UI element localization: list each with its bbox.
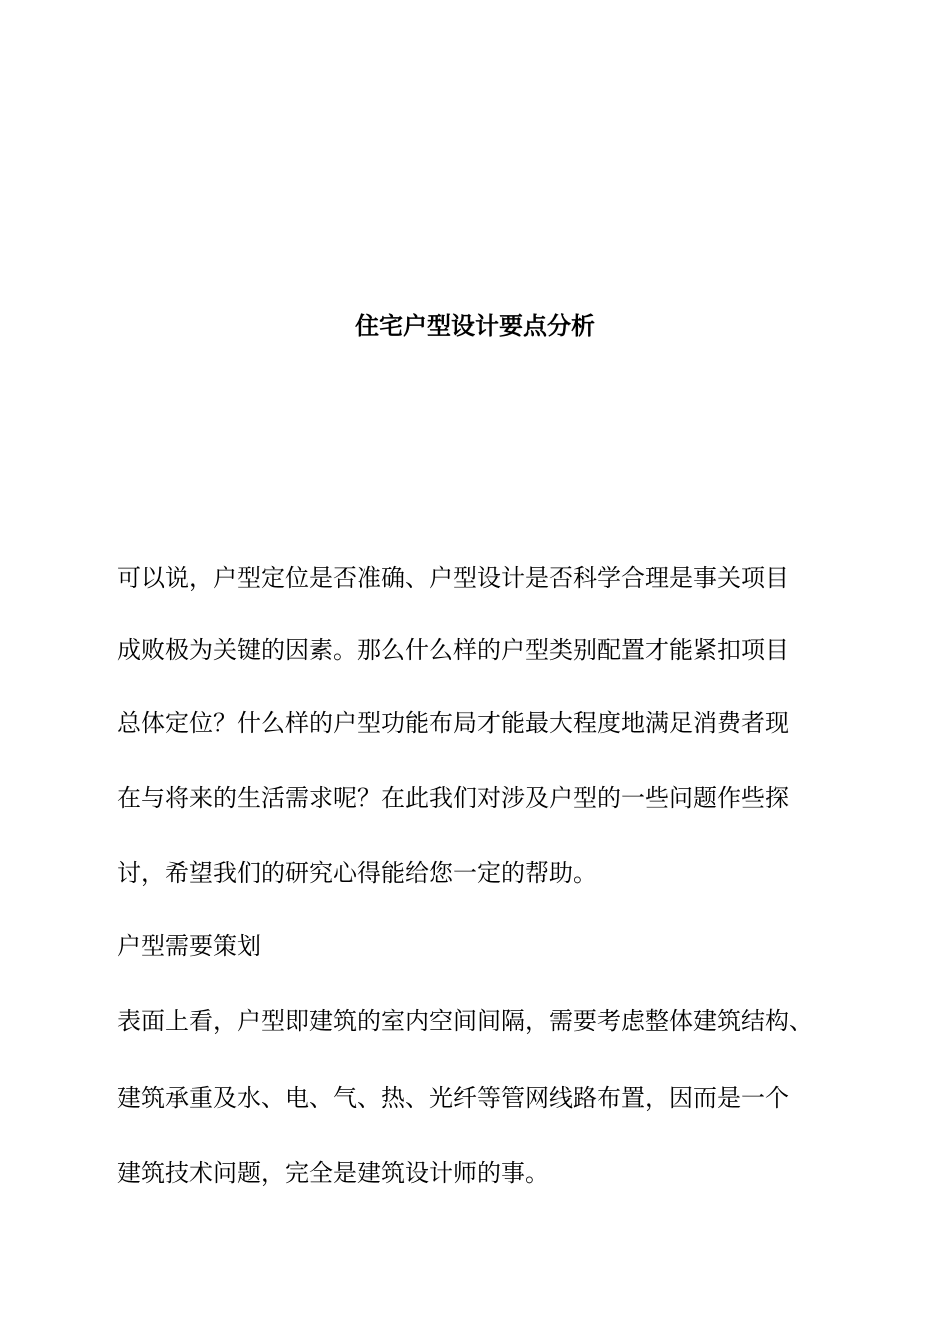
paragraph-line: 建筑承重及水、电、气、热、光纤等管网线路布置，因而是一个 xyxy=(117,1084,789,1112)
paragraph-line: 表面上看，户型即建筑的室内空间间隔，需要考虑整体建筑结构、 xyxy=(117,1007,813,1035)
paragraph-line: 讨，希望我们的研究心得能给您一定的帮助。 xyxy=(117,859,597,887)
paragraph-line: 可以说，户型定位是否准确、户型设计是否科学合理是事关项目 xyxy=(117,564,789,592)
paragraph-line: 在与将来的生活需求呢？在此我们对涉及户型的一些问题作些探 xyxy=(117,784,789,812)
section-heading: 户型需要策划 xyxy=(117,932,261,960)
paragraph-line: 成败极为关键的因素。那么什么样的户型类别配置才能紧扣项目 xyxy=(117,636,789,664)
document-title: 住宅户型设计要点分析 xyxy=(355,311,595,340)
paragraph-line: 总体定位？什么样的户型功能布局才能最大程度地满足消费者现 xyxy=(117,709,789,737)
paragraph-line: 建筑技术问题，完全是建筑设计师的事。 xyxy=(117,1159,549,1187)
